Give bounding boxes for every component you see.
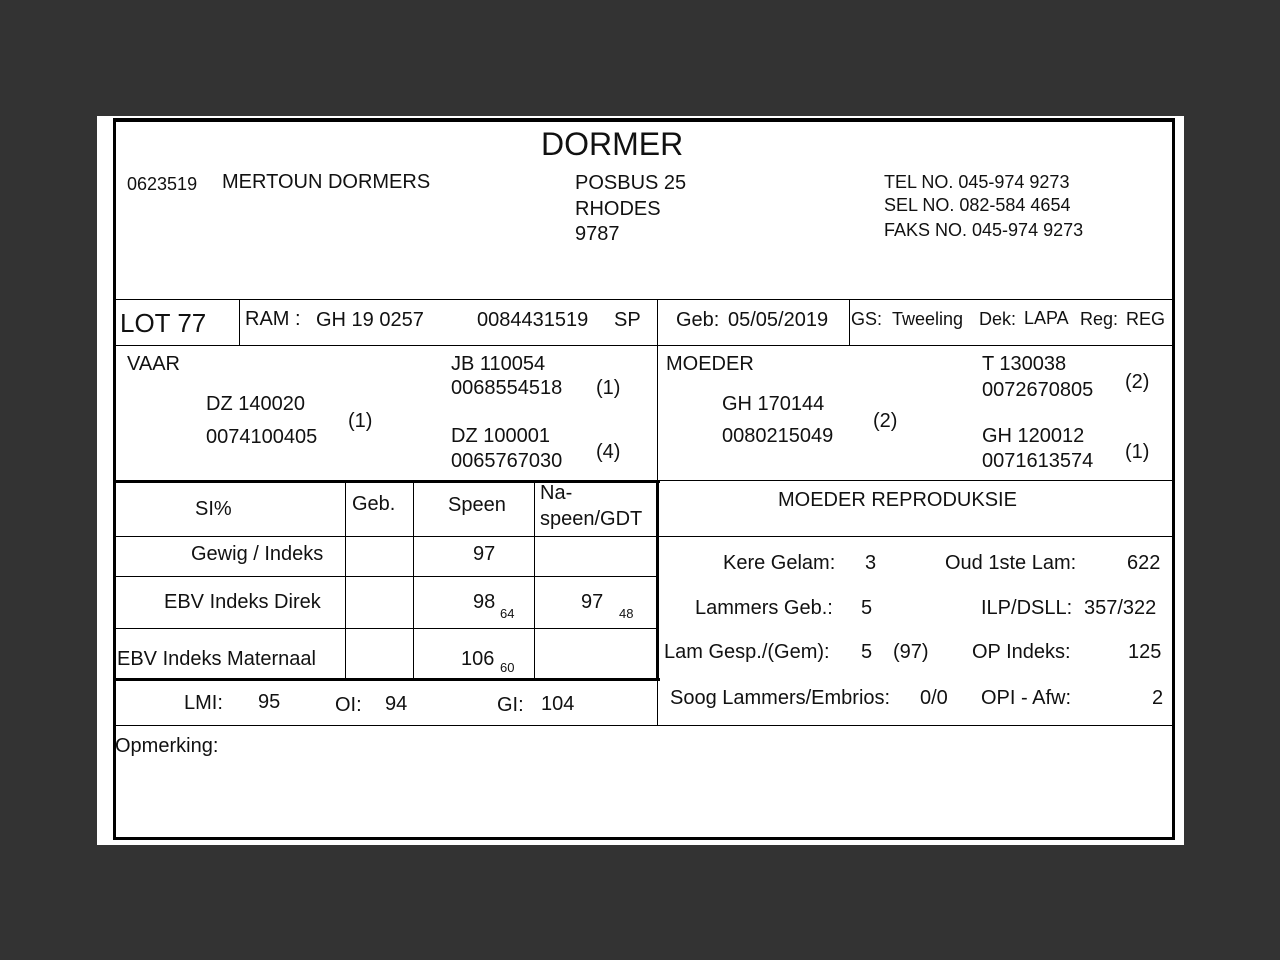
dam-sire-count: (2) <box>1125 371 1150 393</box>
dam-id: GH 170144 <box>722 393 825 415</box>
rule <box>115 678 660 681</box>
dam-count: (2) <box>873 410 898 432</box>
ebv-maternal-wean: 106 <box>461 648 495 670</box>
ram-sp: SP <box>614 309 641 331</box>
suckled-lambs-value: 0/0 <box>920 687 948 709</box>
rule <box>115 299 1173 300</box>
address-line-1: POSBUS 25 <box>575 172 687 194</box>
rule <box>345 482 346 679</box>
ilp-dsll-label: ILP/DSLL: <box>981 597 1073 619</box>
suckled-lambs-label: Soog Lammers/Embrios: <box>670 687 891 709</box>
cell-number: SEL NO. 082-584 4654 <box>884 195 1071 215</box>
sire-sire-count: (1) <box>596 377 621 399</box>
age-first-lamb-label: Oud 1ste Lam: <box>945 552 1077 574</box>
weight-index-wean: 97 <box>473 543 496 565</box>
times-lambed-value: 3 <box>865 552 877 574</box>
gi-value: 104 <box>541 693 575 715</box>
ebv-direct-label: EBV Indeks Direk <box>164 591 321 613</box>
lmi-value: 95 <box>258 691 281 713</box>
opi-deviation-value: 2 <box>1152 687 1164 709</box>
lambs-weaned-label: Lam Gesp./(Gem): <box>664 641 830 663</box>
rule <box>660 480 1173 481</box>
ebv-maternal-wean-accuracy: 60 <box>500 660 515 675</box>
postwean-col-header-2: speen/GDT <box>540 508 643 530</box>
rule <box>849 299 850 345</box>
reg-value: REG <box>1126 309 1166 329</box>
ebv-direct-postwean: 97 <box>581 591 604 613</box>
sire-number: 0074100405 <box>206 426 318 448</box>
postwean-col-header-1: Na- <box>540 482 573 504</box>
gi-label: GI: <box>497 694 524 716</box>
rule <box>239 299 240 345</box>
sire-sire-number: 0068554518 <box>451 377 563 399</box>
address-line-3: 9787 <box>575 223 620 245</box>
ebv-direct-wean-accuracy: 64 <box>500 606 515 621</box>
dek-value: LAPA <box>1024 308 1069 328</box>
breeder-name: MERTOUN DORMERS <box>222 171 431 193</box>
sire-id: DZ 140020 <box>206 393 305 415</box>
dam-number: 0080215049 <box>722 425 834 447</box>
remarks-label: Opmerking: <box>115 735 219 757</box>
ram-label: RAM : <box>245 308 301 330</box>
dam-reproduction-title: MOEDER REPRODUKSIE <box>778 489 1017 511</box>
tel-number: TEL NO. 045-974 9273 <box>884 172 1070 192</box>
lambs-born-label: Lammers Geb.: <box>695 597 833 619</box>
sire-count: (1) <box>348 410 373 432</box>
op-index-value: 125 <box>1128 641 1162 663</box>
oi-value: 94 <box>385 693 408 715</box>
ebv-direct-postwean-accuracy: 48 <box>619 606 634 621</box>
ebv-direct-wean: 98 <box>473 591 496 613</box>
rule <box>534 482 535 679</box>
address-line-2: RHODES <box>575 198 661 220</box>
ram-id: GH 19 0257 <box>316 309 424 331</box>
sire-dam-id: DZ 100001 <box>451 425 550 447</box>
rule <box>115 725 1173 726</box>
rule <box>115 345 1173 346</box>
si-header: SI% <box>195 498 232 520</box>
birth-label: Geb: <box>676 309 720 331</box>
dam-dam-number: 0071613574 <box>982 450 1094 472</box>
fax-number: FAKS NO. 045-974 9273 <box>884 220 1084 240</box>
sire-label: VAAR <box>127 353 180 375</box>
ebv-maternal-label: EBV Indeks Maternaal <box>117 648 316 670</box>
dek-label: Dek: <box>979 309 1017 329</box>
lambs-weaned-average: (97) <box>893 641 929 663</box>
gs-value: Tweeling <box>892 309 964 329</box>
lmi-label: LMI: <box>184 692 223 714</box>
wean-col-header: Speen <box>448 494 506 516</box>
oi-label: OI: <box>335 694 362 716</box>
dam-label: MOEDER <box>666 353 754 375</box>
times-lambed-label: Kere Gelam: <box>723 552 836 574</box>
op-index-label: OP Indeks: <box>972 641 1071 663</box>
sire-sire-id: JB 110054 <box>451 353 546 375</box>
birth-col-header: Geb. <box>352 493 396 515</box>
rule <box>115 536 1173 537</box>
weight-index-label: Gewig / Indeks <box>191 543 324 565</box>
sire-dam-count: (4) <box>596 441 621 463</box>
dam-sire-number: 0072670805 <box>982 379 1094 401</box>
rule <box>413 482 414 679</box>
lambs-born-value: 5 <box>861 597 873 619</box>
gs-label: GS: <box>851 309 883 329</box>
ram-reg-number: 0084431519 <box>477 309 589 331</box>
rule <box>115 576 658 577</box>
birth-date: 05/05/2019 <box>728 309 829 331</box>
reg-label: Reg: <box>1080 309 1119 329</box>
sire-dam-number: 0065767030 <box>451 450 563 472</box>
lambs-weaned-value: 5 <box>861 641 873 663</box>
lot-number: LOT 77 <box>120 308 207 338</box>
dam-dam-count: (1) <box>1125 441 1150 463</box>
rule <box>115 628 658 629</box>
dam-dam-id: GH 120012 <box>982 425 1085 447</box>
opi-deviation-label: OPI - Afw: <box>981 687 1072 709</box>
breed-title: DORMER <box>541 126 684 162</box>
rule <box>115 480 660 483</box>
rule <box>656 482 659 679</box>
dam-sire-id: T 130038 <box>982 353 1067 375</box>
breeder-number: 0623519 <box>127 174 198 194</box>
age-first-lamb-value: 622 <box>1127 552 1161 574</box>
ilp-dsll-value: 357/322 <box>1084 597 1157 619</box>
